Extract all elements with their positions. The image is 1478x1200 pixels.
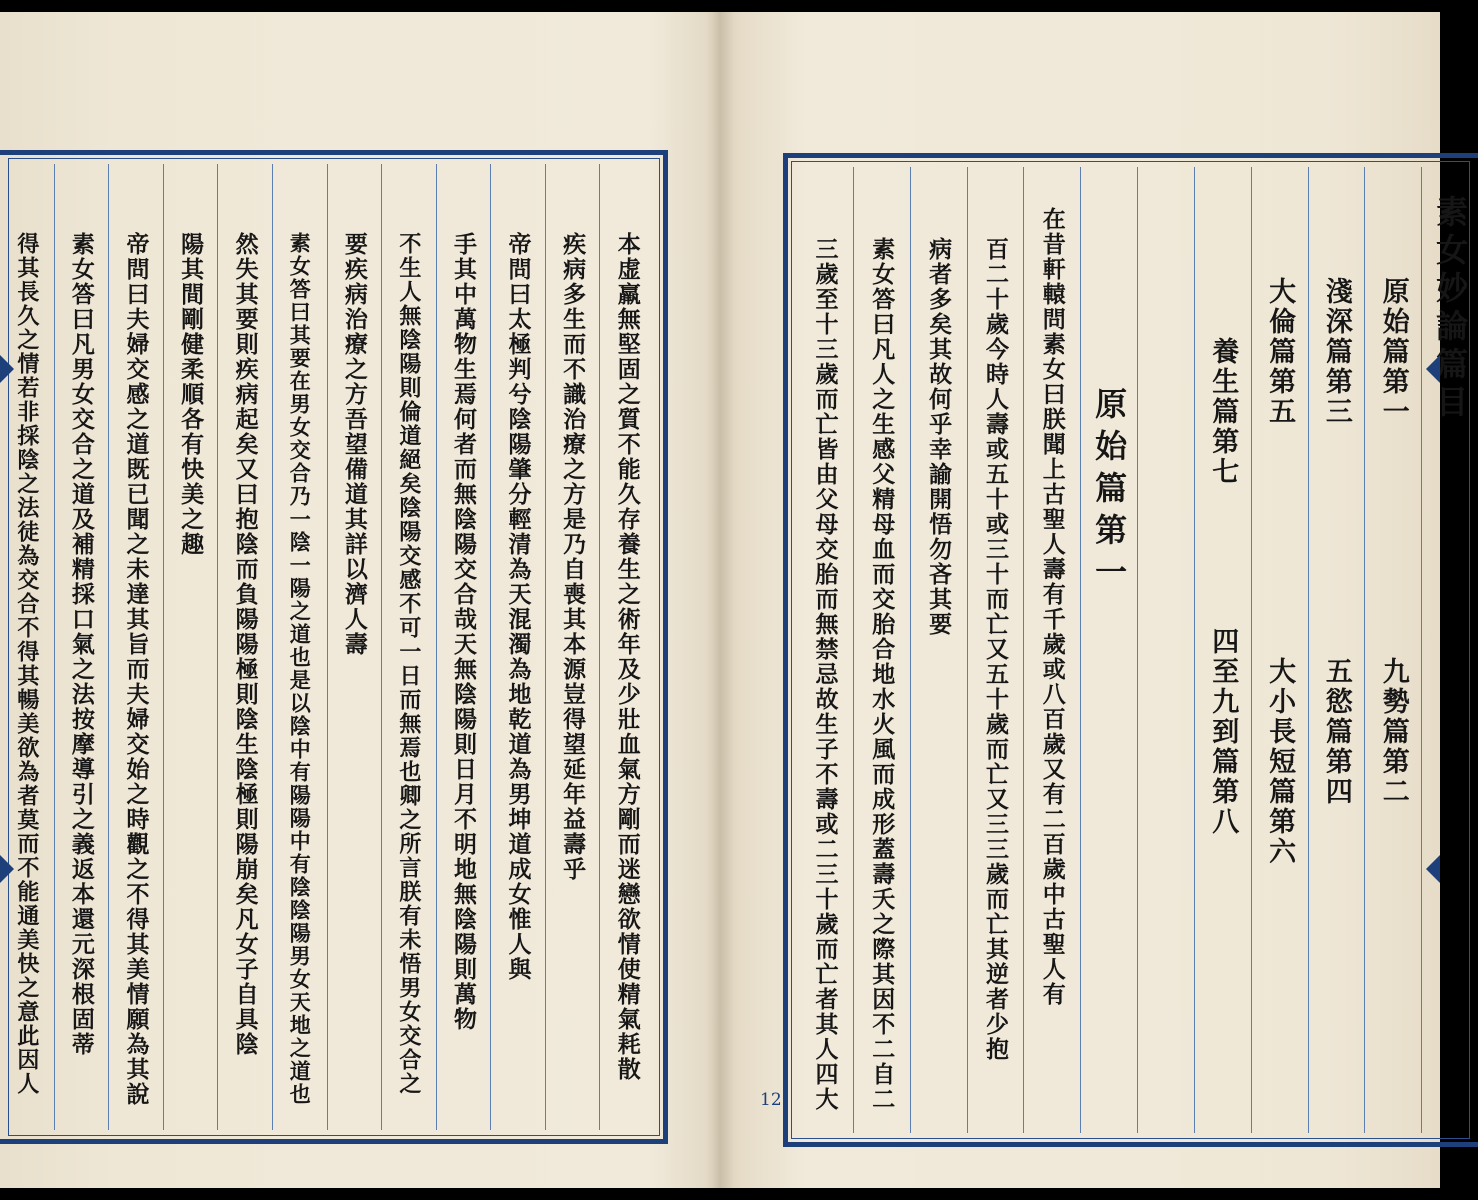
blank-column (1137, 167, 1194, 1133)
toc-entry (1207, 627, 1239, 837)
right-page (720, 12, 1470, 1188)
toc-column (1364, 167, 1421, 1133)
text-column (967, 167, 1024, 1133)
toc-entry-order: 第五 (1264, 367, 1296, 427)
column-text: 在昔軒轅問素女曰朕聞上古聖人壽有千歲或八百歲又有二百歲中古聖人有 (1038, 207, 1066, 1007)
book-spread (0, 12, 1470, 1188)
toc-entry-name: 養生篇 (1207, 337, 1239, 427)
text-column (910, 167, 967, 1133)
toc-entry-name: 九勢篇 (1377, 657, 1409, 747)
column-text: 三歲至十三歲而亡皆由父母交胎而無禁忌故生子不壽或二三十歲而亡者其人四大 (811, 237, 839, 1112)
column-text: 素女答曰凡人之生感父精母血而交胎合地水火風而成形蓋壽夭之際其因不二自二 (868, 237, 896, 1112)
heading-column (1080, 167, 1137, 1133)
page-number: 12 (760, 1090, 782, 1110)
toc-entry (1207, 337, 1239, 487)
toc-column (1251, 167, 1308, 1133)
toc-entry-name: 五慾篇 (1320, 657, 1352, 747)
toc-column (1194, 167, 1251, 1133)
column-text: 百二十歲今時人壽或五十或三十而亡又五十歲而亡又三三歲而亡其逆者少抱 (981, 237, 1009, 1062)
section-heading: 原始篇第一 (1090, 387, 1129, 597)
left-page-border-frame (0, 150, 668, 1144)
toc-entry-order: 第二 (1377, 747, 1409, 807)
toc-entry-order: 第八 (1207, 777, 1239, 837)
toc-column (1308, 167, 1365, 1133)
toc-entry (1264, 277, 1296, 427)
column-text: 素女答曰凡男女交合之道及補精採口氣之法按摩導引之義返本還元深根固蒂 (67, 232, 95, 1057)
column-text: 然失其要則疾病起矣又曰抱陰而負陽陽極則陰生陰極則陽崩矣凡女子自具陰 (231, 232, 259, 1057)
column-text: 帝問曰太極判兮陰陽肇分輕清為天混濁為地乾道為男坤道成女惟人與 (504, 232, 532, 982)
column-text: 素女答曰其要在男女交合乃一陰一陽之道也是以陰中有陽陽中有陰陰陽男女天地之道也 (287, 232, 313, 1106)
margin-tab-marker (1426, 355, 1440, 383)
column-text: 不生人無陰陽則倫道絕矣陰陽交感不可一日而無焉也卿之所言朕有未悟男女交合之 (395, 232, 422, 1096)
title-column (1421, 167, 1478, 1133)
toc-entry (1320, 657, 1352, 807)
text-column (54, 164, 109, 1130)
left-page-columns (0, 164, 654, 1130)
text-column (108, 164, 163, 1130)
text-column (163, 164, 218, 1130)
text-column (853, 167, 910, 1133)
toc-entry-order: 第四 (1320, 747, 1352, 807)
column-text: 得其長久之情若非採陰之法徒為交合不得其暢美欲為者莫而不能通美快之意此因人 (13, 232, 40, 1096)
text-column (490, 164, 545, 1130)
toc-entry-order: 第六 (1264, 807, 1296, 867)
margin-tab-marker (0, 355, 14, 383)
toc-entry-order: 第一 (1377, 367, 1409, 427)
text-column (381, 164, 436, 1130)
table-of-contents-title: 素女妙論篇目 (1431, 195, 1470, 423)
toc-entry-order: 第三 (1320, 367, 1352, 427)
left-page (0, 12, 720, 1188)
text-column (436, 164, 491, 1130)
toc-entry-name: 大小長短篇 (1264, 657, 1296, 807)
text-column (272, 164, 327, 1130)
toc-entry (1320, 277, 1352, 427)
right-page-border-frame (783, 153, 1478, 1147)
text-column (1023, 167, 1080, 1133)
text-column (327, 164, 382, 1130)
toc-entry-name: 四至九到篇 (1207, 627, 1239, 777)
column-text: 要疾病治療之方吾望備道其詳以濟人壽 (340, 232, 368, 657)
toc-entry (1377, 277, 1409, 427)
toc-entry-order: 第七 (1207, 427, 1239, 487)
toc-entry (1264, 657, 1296, 867)
column-text: 本虚羸無堅固之質不能久存養生之術年及少壯血氣方剛而迷戀欲情使精氣耗散 (613, 232, 641, 1082)
text-column (599, 164, 654, 1130)
column-text: 病者多矣其故何乎幸諭開悟勿吝其要 (925, 237, 953, 637)
right-page-columns (797, 167, 1478, 1133)
column-text: 手其中萬物生焉何者而無陰陽交合哉天無陰陽則日月不明地無陰陽則萬物 (449, 232, 477, 1032)
column-text: 疾病多生而不識治療之方是乃自喪其本源豈得望延年益壽乎 (559, 232, 587, 882)
toc-entry (1377, 657, 1409, 807)
text-column (797, 167, 853, 1133)
toc-entry-name: 原始篇 (1377, 277, 1409, 367)
column-text: 陽其間剛健柔順各有快美之趣 (177, 232, 205, 557)
column-text: 帝問曰夫婦交感之道既已聞之未達其旨而夫婦交始之時觀之不得其美情願為其說 (122, 232, 150, 1107)
margin-tab-marker (0, 855, 14, 883)
toc-entry-name: 淺深篇 (1320, 277, 1352, 367)
toc-entry-name: 大倫篇 (1264, 277, 1296, 367)
text-column (0, 164, 54, 1130)
margin-tab-marker (1426, 855, 1440, 883)
text-column (545, 164, 600, 1130)
text-column (217, 164, 272, 1130)
